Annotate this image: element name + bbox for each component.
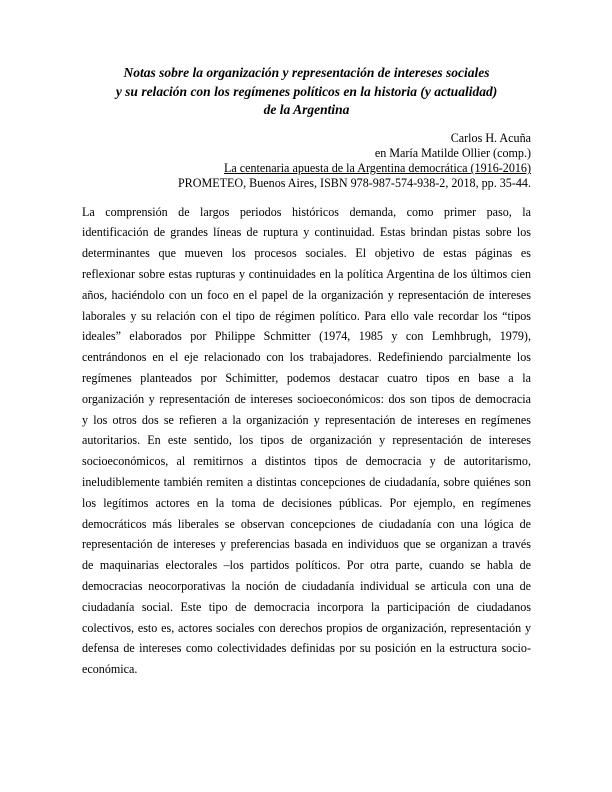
body-text-line: económica. bbox=[82, 662, 138, 677]
body-text-line: La comprensión de largos periodos históricos demanda, como primer paso, la bbox=[82, 204, 531, 219]
body-text-line: socioeconómicos, al remitirnos a distintos tipos de democracia y de autoritarismo, bbox=[82, 454, 531, 469]
body-text-line: años, haciéndolo con un foco en el papel de la organización y representación de intereses bbox=[82, 287, 531, 302]
body-text-line: reflexionar sobre estas rupturas y continuidades en la política Argentina de los últimos cien bbox=[82, 267, 531, 282]
body-text-line: representación de intereses y preferencias basada en individuos que se organizan a través bbox=[82, 537, 531, 552]
author-name: Carlos H. Acuña bbox=[450, 130, 531, 145]
body-text-line: los legítimos actores en la toma de decisiones públicas. Por ejemplo, en regímenes bbox=[82, 495, 531, 510]
body-text-line: centrándonos en el eje relacionado con los trabajadores. Redefiniendo parcialmente los bbox=[82, 350, 531, 365]
body-text-line: determinantes que mueven los procesos sociales. El objetivo de estas páginas es bbox=[82, 246, 531, 261]
paper-title bbox=[82, 64, 531, 120]
body-text-line: identificación de grandes líneas de ruptura y continuidad. Estas brindan pistas sobre los bbox=[82, 225, 531, 240]
body-text-line: democracias neocorporativas la noción de ciudadanía individual se articula con una de bbox=[82, 579, 531, 594]
body-text-line: organización y representación de intereses socioeconómicos: dos son tipos de democracia bbox=[82, 391, 531, 406]
body-text-line: laborales y su relación con el tipo de régimen político. Para ello vale recordar los “tipos bbox=[82, 308, 531, 323]
body-text-line: ineludiblemente también remiten a distintas concepciones de ciudadanía, sobre quiénes son bbox=[82, 475, 531, 490]
body-text-line: colectivos, esto es, actores sociales con derechos propios de organización, representación y bbox=[82, 620, 531, 635]
compilation-editor: en María Matilde Ollier (comp.) bbox=[374, 145, 531, 160]
paper-title-line: Notas sobre la organización y representación de intereses sociales bbox=[123, 65, 490, 80]
body-text-line: autoritarios. En este sentido, los tipos de organización y representación de intereses bbox=[82, 433, 531, 448]
body-text-line: ideales” elaborados por Philippe Schmitter (1974, 1985 y con Lemhbrugh, 1979), bbox=[82, 329, 531, 344]
body-text-line: regímenes planteados por Schimitter, podemos destacar cuatro tipos en base a la bbox=[82, 371, 531, 386]
body-text-line: de maquinarias electorales –los partidos políticos. Por otra parte, cuando se habla de bbox=[82, 558, 531, 573]
book-title: La centenaria apuesta de la Argentina democrática (1916-2016) bbox=[223, 161, 531, 176]
body-text-line: democráticos más liberales se observan concepciones de ciudadanía con una lógica de bbox=[82, 516, 531, 531]
body-paragraph bbox=[82, 202, 531, 680]
body-text-line: defensa de intereses como colectividades definidas por su posición en la estructura socio- bbox=[82, 641, 531, 656]
body-text-line: y los otros dos se refieren a la organización y representación de intereses en regímenes bbox=[82, 412, 531, 427]
byline-block bbox=[82, 131, 531, 192]
paper-title-line: y su relación con los regímenes políticos en la historia (y actualidad) bbox=[115, 83, 498, 99]
body-text-line: ciudadanía social. Este tipo de democracia incorpora la participación de ciudadanos bbox=[82, 599, 531, 614]
publisher-isbn-line: PROMETEO, Buenos Aires, ISBN 978-987-574-938-2, 2018, pp. 35-44. bbox=[177, 176, 531, 191]
paper-title-line: de la Argentina bbox=[263, 102, 350, 117]
